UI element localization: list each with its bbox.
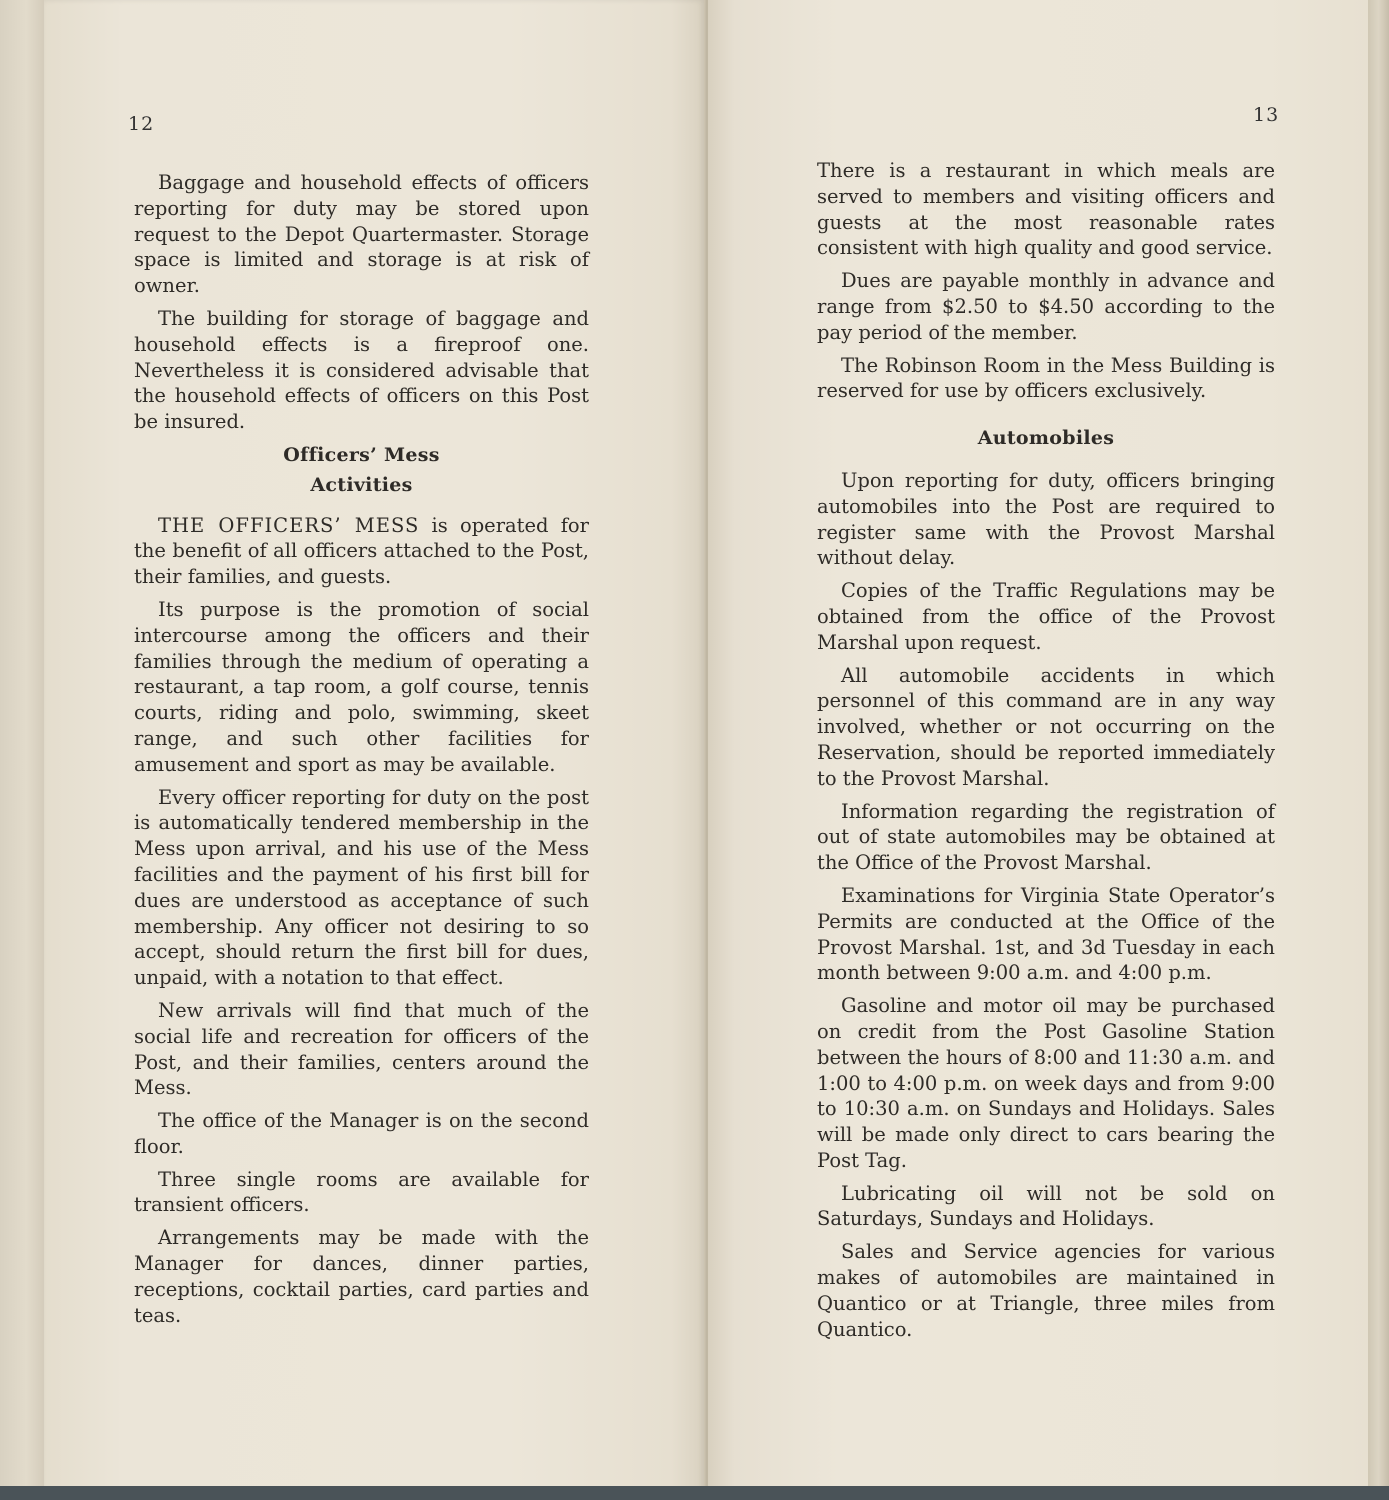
traffic-regulations-paragraph: Copies of the Traffic Regulations may be obtained from the office of the Provost Marshal upon request. [817, 579, 1275, 654]
baggage-paragraph: Baggage and household effects of officers reporting for duty may be stored upon request to the Depot Quartermaster. Storage space is limited and storage is at risk of owner. [134, 171, 589, 298]
arrangements-paragraph: Arrangements may be made with the Manager for dances, dinner parties, receptions, cocktail parties, card parties and teas. [134, 1226, 589, 1327]
robinson-room-paragraph: The Robinson Room in the Mess Building is reserved for use by officers exclusively. [817, 353, 1275, 403]
dues-paragraph: Dues are payable monthly in advance and range from $2.50 to $4.50 according to the pay period of the member. [817, 269, 1275, 344]
right-cover-edge [1368, 0, 1389, 1500]
single-rooms-paragraph: Three single rooms are available for transient officers. [134, 1167, 589, 1217]
left-page [44, 0, 704, 1494]
scan-background-bottom [0, 1486, 1389, 1500]
automobiles-heading: Automobiles [977, 427, 1115, 450]
officers-mess-lead: THE OFFICERS’ MESS [158, 513, 420, 537]
sales-service-paragraph: Sales and Service agencies for various makes of automobiles are maintained in Quantico or at Triangle, three miles from Quantico. [817, 1240, 1275, 1341]
right-page-number: 13 [1253, 104, 1280, 126]
officers-mess-intro [134, 513, 589, 590]
right-page-body [817, 158, 1275, 1349]
manager-office-paragraph: The office of the Manager is on the second floor. [134, 1109, 589, 1158]
auto-registration-paragraph: Upon reporting for duty, officers bringing automobiles into the Post are required to register same with the Provost Marshal without delay. [817, 468, 1275, 570]
operator-permits-paragraph: Examinations for Virginia State Operator’s Permits are conducted at the Office of the Provost Marshal. 1st, and 3d Tuesday in each month between 9:00 a.m. and 4:00 p.m. [817, 883, 1275, 985]
new-arrivals-paragraph: New arrivals will find that much of the social life and recreation for officers of the Post, and their families, centers around the Mess. [134, 998, 589, 1100]
officers-mess-heading: Officers’ Mess [283, 443, 440, 466]
out-of-state-paragraph: Information regarding the registration of out of state automobiles may be obtained at the Office of the Provost Marshal. [817, 799, 1275, 875]
gasoline-paragraph: Gasoline and motor oil may be purchased on credit from the Post Gasoline Station between the hours of 8:00 and 11:30 a.m. and 1:00 to 4:00 p.m. on week days and from 9:00 to 10:30 a.m. on Sundays and Holidays. Sales will be made only direct to cars bearing the Post Tag. [817, 994, 1275, 1172]
left-cover-edge [0, 0, 44, 1500]
left-page-number: 12 [128, 113, 155, 135]
officers-mess-intro-rest: is operated for the benefit of all officers attached to the Post, their families, and guests. [134, 513, 589, 589]
accidents-paragraph: All automobile accidents in which personnel of this command are in any way involved, whether or not occurring on the Reservation, should be reported immediately to the Provost Marshal. [817, 663, 1275, 790]
restaurant-paragraph: There is a restaurant in which meals are served to members and visiting officers and guests at the most reasonable rates consistent with high quality and good service. [817, 159, 1275, 260]
lubricating-oil-paragraph: Lubricating oil will not be sold on Saturdays, Sundays and Holidays. [817, 1181, 1275, 1231]
storage-building-paragraph: The building for storage of baggage and household effects is a fireproof one. Nevertheless it is considered advisable that the household effects of officers on this Post be insured. [134, 306, 589, 434]
membership-paragraph: Every officer reporting for duty on the post is automatically tendered membership in the Mess upon arrival, and his use of the Mess facilities and the payment of his first bill for dues are understood as acceptance of such membership. Any officer not desiring to so accept, should return the first bill for dues, unpaid, with a notation to that effect. [134, 785, 589, 990]
left-page-body [134, 170, 589, 1335]
activities-heading: Activities [310, 473, 413, 496]
purpose-paragraph: Its purpose is the promotion of social intercourse among the officers and their families through the medium of operating a restaurant, a tap room, a golf course, tennis courts, riding and polo, swimming, skeet range, and such other facilities for amusement and sport as may be available. [134, 597, 589, 776]
right-page [708, 0, 1368, 1494]
